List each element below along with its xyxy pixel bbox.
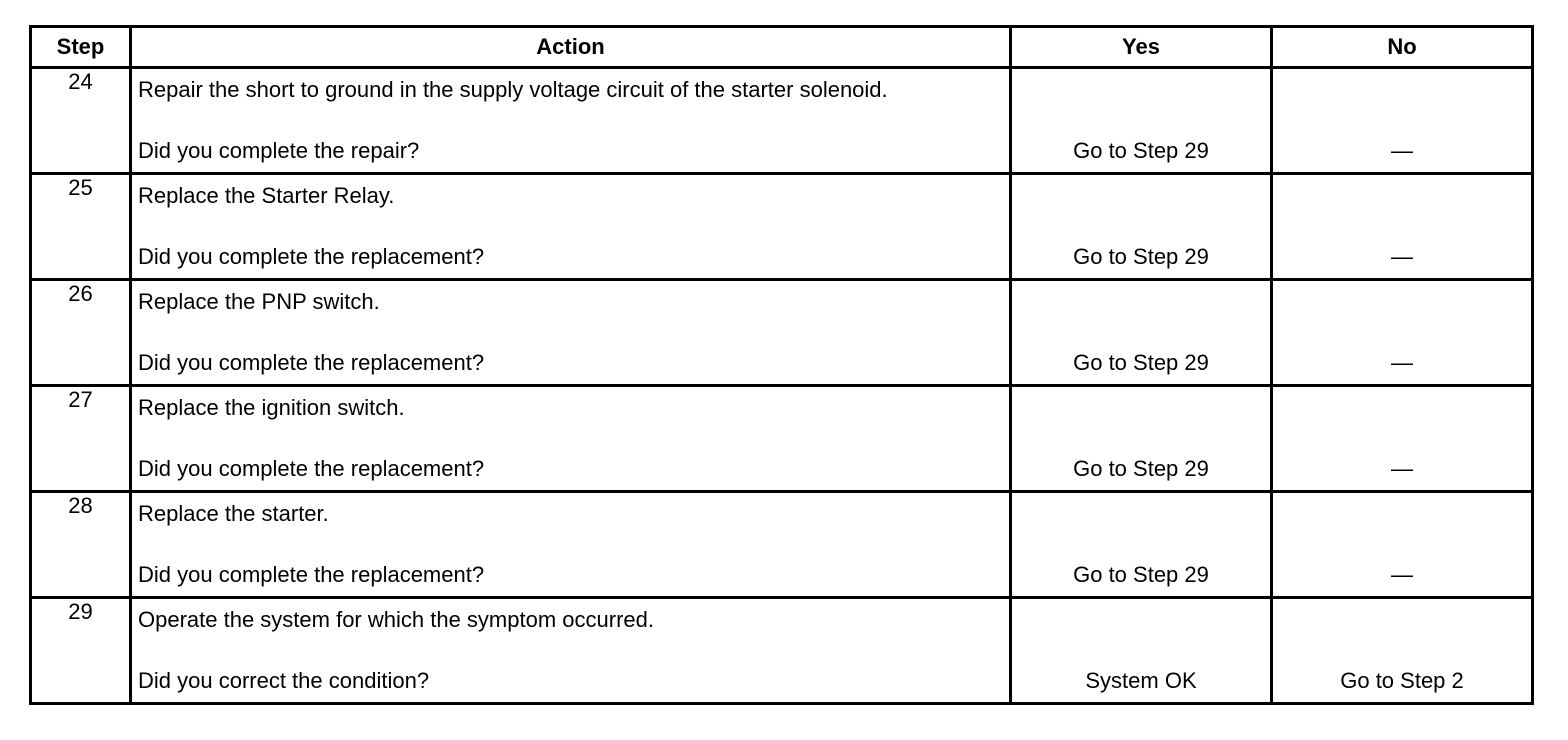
no-result: — <box>1391 350 1413 375</box>
yes-cell <box>1011 598 1272 704</box>
no-cell <box>1272 68 1533 174</box>
action-instruction: Replace the starter. <box>138 501 329 526</box>
action-instruction: Operate the system for which the symptom occurred. <box>138 607 654 632</box>
no-result: — <box>1391 244 1413 269</box>
action-instruction: Replace the ignition switch. <box>138 395 405 420</box>
action-cell <box>131 174 1011 280</box>
step-number: 25 <box>31 174 131 280</box>
step-number: 29 <box>31 598 131 704</box>
action-question: Did you complete the replacement? <box>138 350 485 375</box>
action-question: Did you complete the replacement? <box>138 244 485 269</box>
action-cell <box>131 386 1011 492</box>
action-cell <box>131 598 1011 704</box>
yes-result: Go to Step 29 <box>1073 562 1209 587</box>
action-question: Did you complete the replacement? <box>138 562 485 587</box>
no-cell <box>1272 280 1533 386</box>
no-cell <box>1272 386 1533 492</box>
yes-cell <box>1011 280 1272 386</box>
action-instruction: Repair the short to ground in the supply voltage circuit of the starter solenoid. <box>138 77 888 102</box>
yes-result: Go to Step 29 <box>1073 138 1209 163</box>
step-number: 27 <box>31 386 131 492</box>
table-row <box>31 492 1533 598</box>
header-no: No <box>1272 27 1533 68</box>
action-cell <box>131 68 1011 174</box>
action-cell <box>131 280 1011 386</box>
no-result: Go to Step 2 <box>1340 668 1464 693</box>
table-row <box>31 68 1533 174</box>
action-question: Did you complete the repair? <box>138 138 420 163</box>
action-question: Did you correct the condition? <box>138 668 430 693</box>
header-step: Step <box>31 27 131 68</box>
table-row <box>31 174 1533 280</box>
header-yes: Yes <box>1011 27 1272 68</box>
yes-cell <box>1011 386 1272 492</box>
no-cell <box>1272 174 1533 280</box>
header-row <box>31 27 1533 68</box>
yes-cell <box>1011 68 1272 174</box>
table-row <box>31 598 1533 704</box>
table-header <box>31 27 1533 68</box>
step-number: 28 <box>31 492 131 598</box>
yes-cell <box>1011 174 1272 280</box>
header-action: Action <box>131 27 1011 68</box>
no-result: — <box>1391 562 1413 587</box>
yes-result: Go to Step 29 <box>1073 244 1209 269</box>
yes-result: Go to Step 29 <box>1073 350 1209 375</box>
table-body <box>31 68 1533 704</box>
step-number: 24 <box>31 68 131 174</box>
action-instruction: Replace the PNP switch. <box>138 289 380 314</box>
no-cell <box>1272 492 1533 598</box>
table-row <box>31 386 1533 492</box>
no-cell <box>1272 598 1533 704</box>
yes-result: System OK <box>1085 668 1197 693</box>
no-result: — <box>1391 456 1413 481</box>
no-result: — <box>1391 138 1413 163</box>
yes-result: Go to Step 29 <box>1073 456 1209 481</box>
table-row <box>31 280 1533 386</box>
action-cell <box>131 492 1011 598</box>
yes-cell <box>1011 492 1272 598</box>
action-instruction: Replace the Starter Relay. <box>138 183 395 208</box>
step-number: 26 <box>31 280 131 386</box>
action-question: Did you complete the replacement? <box>138 456 485 481</box>
diagnostic-steps-table <box>29 25 1534 705</box>
